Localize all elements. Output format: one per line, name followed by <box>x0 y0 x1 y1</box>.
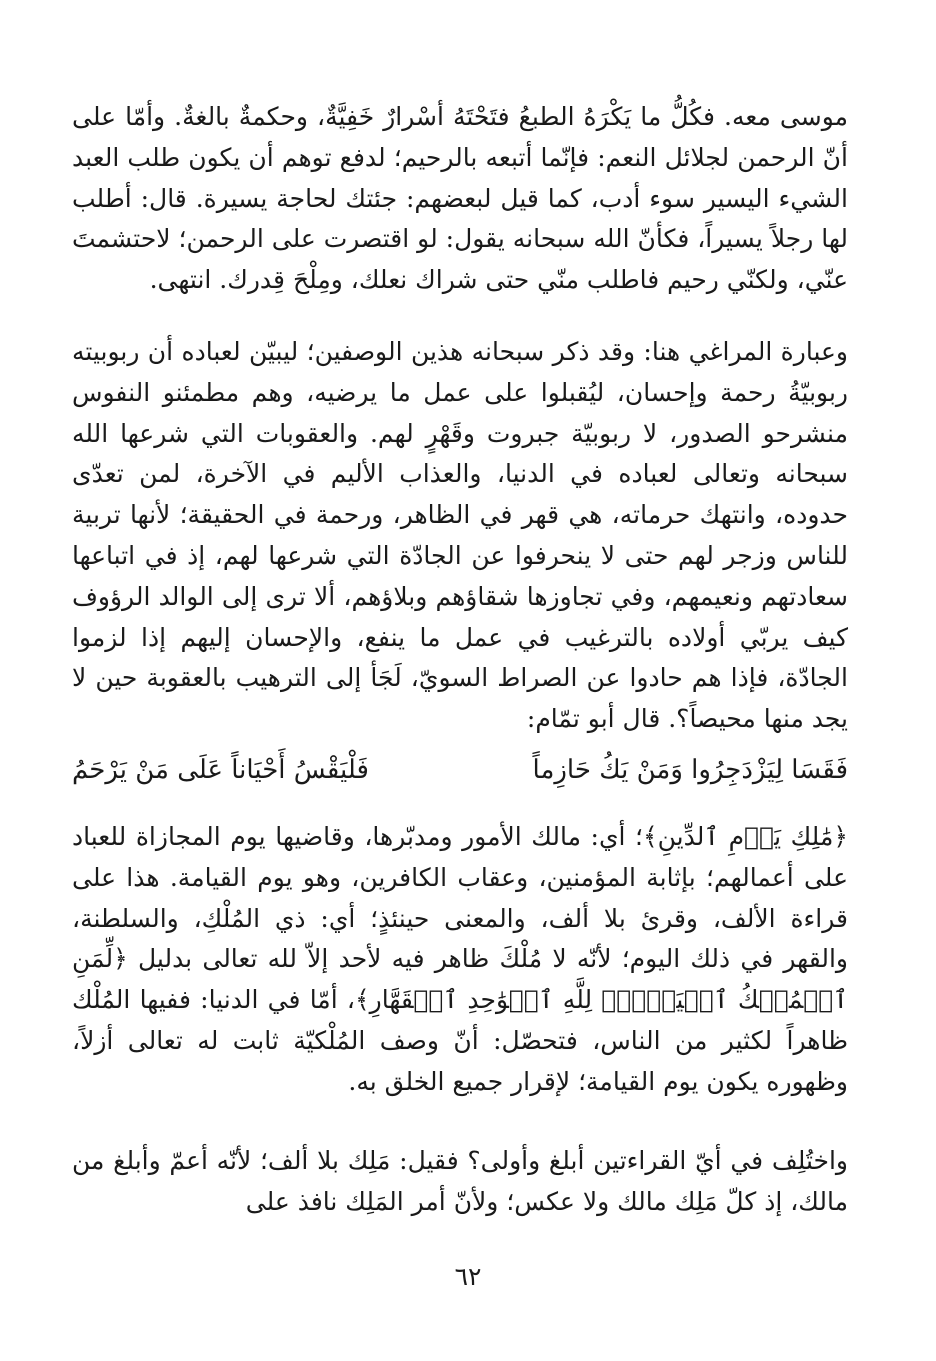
paragraph-1: موسى معه. فكُلُّ ما يَكْرَهُ الطبعُ فتَحْتَهُ أسْرارٌ خَفِيَّةٌ، وحكمةٌ بالغةٌ. وأمّا على أنّ الرحمن لجلائل النعم: فإنّما أتبعه بالرحيم؛ لدفع توهم أن يكون طلب العبد الشيء اليسير سوء أدب، كما قيل لبعضهم: جئتك لحاجة يسيرة. قال: أطلب لها رجلاً يسيراً، فكأنّ الله سبحانه يقول: لو اقتصرت على الرحمن؛ لاحتشمتَ عنّي، ولكنّي رحيم فاطلب منّي حتى شراك نعلك، ومِلْحَ قِدرك. انتهى. <box>72 102 848 295</box>
paragraph-3 <box>72 817 848 1103</box>
paragraph-3-text-1: ؛ أي: مالك الأمور ومدبّرها، وقاضيها يوم المجازاة للعباد على أعمالهم؛ بإثابة المؤمنين، وعقاب الكافرين، وهو يوم القيامة. هذا على قراءة الألف، وقرئ بلا ألف، والمعنى حينئذٍ؛ أي: ذي المُلْكِ، والسلطنة، والقهر في ذلك اليوم؛ لأنّه لا مُلْكَ ظاهر فيه لأحد إلاّ لله تعالى بدليل <box>72 822 848 974</box>
quran-verse-maliki: ﴿مَٰلِكِ يَوۡمِ ٱلدِّينِ﴾ <box>643 822 848 851</box>
quran-verse-limani: ﴿لِّمَنِ ٱلۡمُلۡكُ ٱلۡيَوۡمَۖ لِلَّهِ ٱلۡوَٰحِدِ ٱلۡقَهَّارِ﴾ <box>72 944 849 1015</box>
paragraph-2: وعبارة المراغي هنا: وقد ذكر سبحانه هذين الوصفين؛ ليبيّن لعباده أن ربوبيته ربوبيّةُ رحمة وإحسان، ليُقبلوا على عمل ما يرضيه، وهم مطمئنو النفوس منشرحو الصدور، لا ربوبيّة جبروت وقَهْرٍ لهم. والعقوبات التي شرعها الله سبحانه وتعالى لعباده في الدنيا، والعذاب الأليم في الآخرة، لمن تعدّى حدوده، وانتهك حرماته، هي قهر في الظاهر، ورحمة في الحقيقة؛ لأنها تربية للناس وزجر لهم حتى لا ينحرفوا عن الجادّة التي شرعها لهم، إذ في اتباعها سعادتهم ونعيمهم، وفي تجاوزها شقاؤهم وبلاؤهم، ألا ترى إلى الوالد الرؤوف كيف يربّي أولاده بالترغيب في عمل ما ينفع، والإحسان إليهم إذا لزموا الجادّة، فإذا هم حادوا عن الصراط السويّ، لَجَأ إلى الترهيب بالعقوبة حين لا يجد منها محيصاً؟. قال أبو تمّام: <box>72 337 849 734</box>
page-number: ٦٢ <box>454 1262 482 1291</box>
poem-second-hemistich: فَلْيَقْسُ أَحْيَاناً عَلَى مَنْ يَرْحَمُ <box>72 755 369 785</box>
paragraph-4: واختُلِف في أيّ القراءتين أبلغ وأولى؟ فقيل: مَلِك بلا ألف؛ لأنّه أعمّ وأبلغ من مالك، إذ كلّ مَلِك مالك ولا عكس؛ ولأنّ أمر المَلِك نافذ على <box>72 1146 848 1216</box>
poem-first-hemistich: فَقَسَا لِيَزْدَجِرُوا وَمَنْ يَكُ حَازِماً <box>532 755 848 785</box>
paragraph-3-text-2: ، أمّا في الدنيا: ففيها المُلْك ظاهراً لكثير من الناس، فتحصّل: أنّ وصف المُلْكيّة ثابت له تعالى أزلاً، وظهوره يكون يوم القيامة؛ لإقرار جميع الخلق به. <box>72 985 848 1096</box>
poem-verse <box>72 748 848 792</box>
